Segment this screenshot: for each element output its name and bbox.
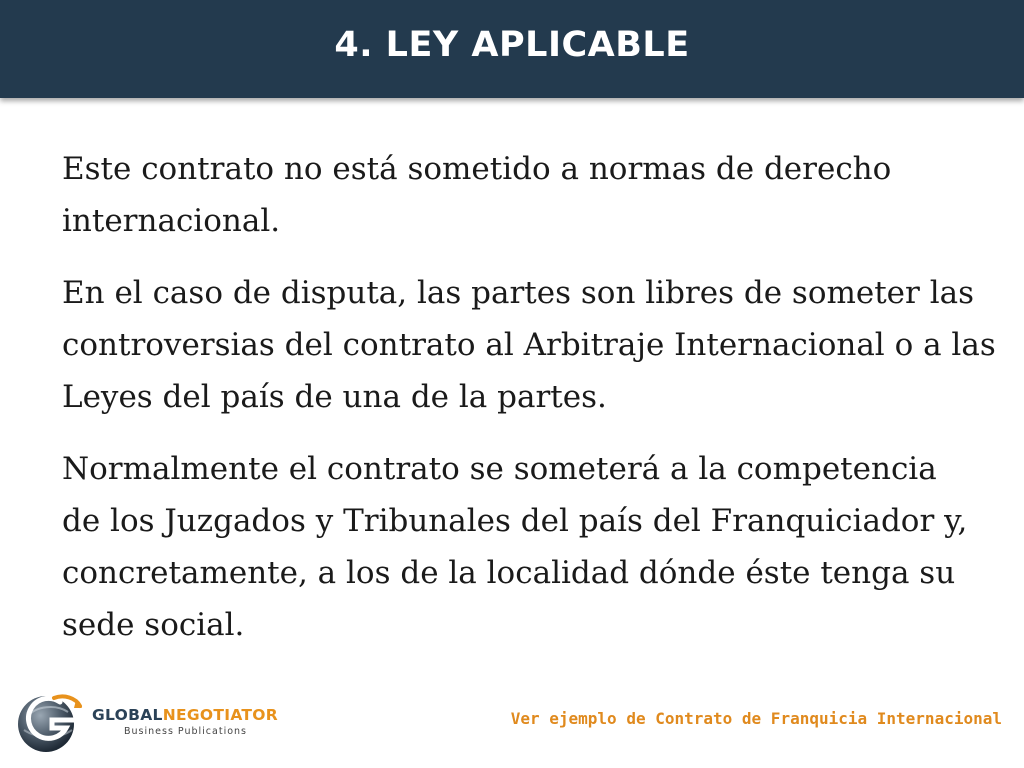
paragraph-line: Leyes del país de una de la partes. [62, 379, 607, 415]
brand-subtitle: Business Publications [124, 726, 247, 737]
paragraph-1 [62, 143, 992, 247]
globe-g-icon [14, 686, 84, 756]
brand-name [92, 706, 278, 724]
paragraph-2 [62, 267, 996, 423]
paragraph-3 [62, 443, 992, 651]
paragraph-line: En el caso de disputa, las partes son libres de someter las [62, 275, 975, 311]
paragraph-line: internacional. [62, 203, 281, 239]
brand-name-part1: GLOBAL [92, 706, 163, 724]
paragraph-line: de los Juzgados y Tribunales del país del Franquiciador y, [62, 503, 968, 539]
example-contract-link[interactable]: Ver ejemplo de Contrato de Franquicia Internacional [510, 709, 1002, 728]
slide-title: 4. LEY APLICABLE [334, 25, 690, 65]
paragraph-line: concretamente, a los de la localidad dónde éste tenga su [62, 555, 956, 591]
brand-logo [14, 686, 294, 756]
paragraph-line: Este contrato no está sometido a normas de derecho [62, 151, 892, 187]
brand-name-part2: NEGOTIATOR [162, 706, 278, 724]
paragraph-line: controversias del contrato al Arbitraje Internacional o a las [62, 327, 996, 363]
header-bar [0, 0, 1024, 98]
paragraph-line: sede social. [62, 607, 245, 643]
slide-body [62, 143, 996, 671]
paragraph-line: Normalmente el contrato se someterá a la competencia [62, 451, 937, 487]
